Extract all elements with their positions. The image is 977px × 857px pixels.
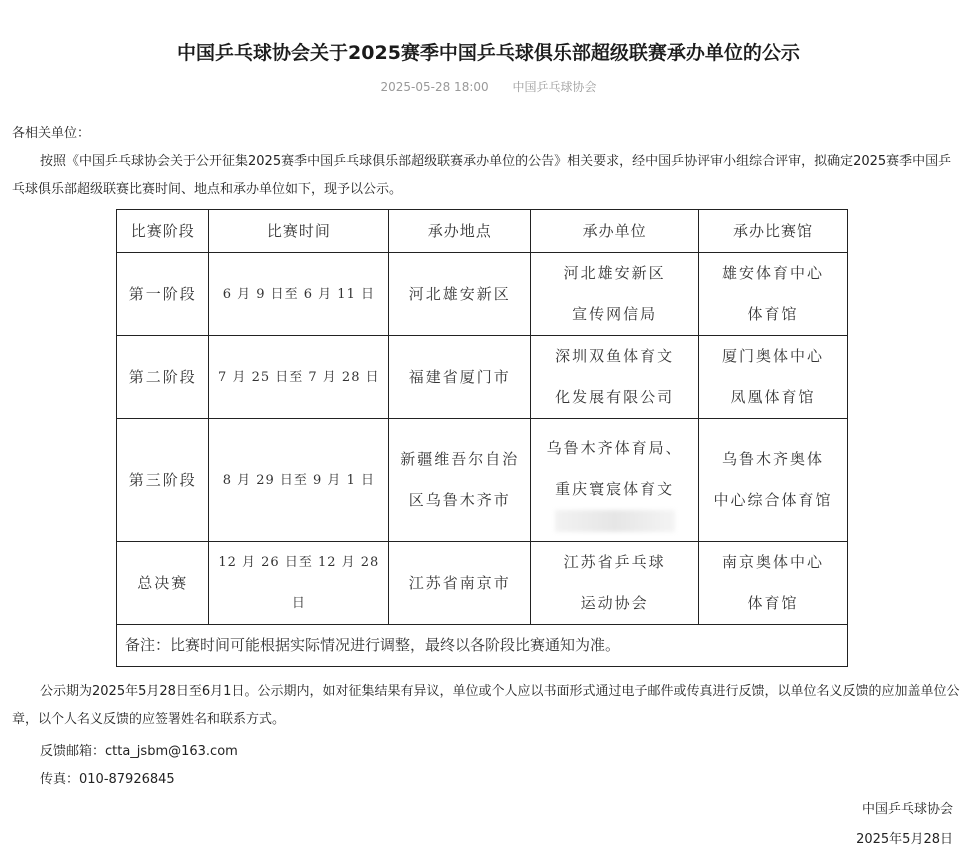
cell-time: 12 月 26 日至 12 月 28 日 (209, 542, 389, 625)
intro-paragraph: 按照《中国乒乓球协会关于公开征集2025赛季中国乒乓球俱乐部超级联赛承办单位的公告》相关要求，经中国乒协评审小组综合评审，拟确定2025赛季中国乒乓球俱乐部超级联赛比赛时间、地点和承办单位如下，现予以公示。 (12, 154, 952, 197)
header-venue: 承办比赛馆 (698, 210, 847, 253)
cell-time: 6 月 9 日至 6 月 11 日 (209, 253, 389, 336)
cell-time: 7 月 25 日至 7 月 28 日 (209, 336, 389, 419)
cell-time: 8 月 29 日至 9 月 1 日 (209, 419, 389, 542)
cell-location: 江苏省南京市 (389, 542, 531, 625)
table-note-row (117, 625, 848, 667)
cell-stage: 第三阶段 (117, 419, 209, 542)
article-meta (0, 78, 977, 95)
cell-location: 福建省厦门市 (389, 336, 531, 419)
table-row (117, 336, 848, 419)
cell-host: 河北雄安新区 宣传网信局 (531, 253, 699, 336)
cell-stage: 第二阶段 (117, 336, 209, 419)
table-row (117, 419, 848, 542)
cell-location: 新疆维吾尔自治 区乌鲁木齐市 (389, 419, 531, 542)
cell-venue: 雄安体育中心 体育馆 (698, 253, 847, 336)
blurred-text-line (555, 510, 675, 532)
salutation: 各相关单位： (12, 126, 91, 141)
cell-venue: 乌鲁木齐奥体 中心综合体育馆 (698, 419, 847, 542)
cell-host: 深圳双鱼体育文 化发展有限公司 (531, 336, 699, 419)
article-title: 中国乒乓球协会关于2025赛季中国乒乓球俱乐部超级联赛承办单位的公示 (177, 42, 800, 64)
publish-datetime: 2025-05-28 18:00 (380, 80, 489, 94)
signature-organization: 中国乒乓球协会 (861, 802, 953, 817)
table-note: 备注：比赛时间可能根据实际情况进行调整，最终以各阶段比赛通知为准。 (117, 625, 848, 667)
table-row (117, 253, 848, 336)
header-time: 比赛时间 (209, 210, 389, 253)
article-source: 中国乒乓球协会 (512, 80, 597, 94)
header-location: 承办地点 (389, 210, 531, 253)
cell-venue: 厦门奥体中心 凤凰体育馆 (698, 336, 847, 419)
notice-paragraph: 公示期为2025年5月28日至6月1日。公示期内，如对征集结果有异议，单位或个人应以书面形式通过电子邮件或传真进行反馈，以单位名义反馈的应加盖单位公章，以个人名义反馈的应签署姓名和联系方式。 (12, 684, 960, 727)
feedback-email: 反馈邮箱：ctta_jsbm@163.com (40, 744, 238, 759)
cell-stage: 第一阶段 (117, 253, 209, 336)
cell-location: 河北雄安新区 (389, 253, 531, 336)
cell-host: 乌鲁木齐体育局、 重庆寰宸体育文 (531, 419, 699, 542)
table-header-row (117, 210, 848, 253)
cell-stage: 总决赛 (117, 542, 209, 625)
cell-venue: 南京奥体中心 体育馆 (698, 542, 847, 625)
table-row (117, 542, 848, 625)
cell-host: 江苏省乒乓球 运动协会 (531, 542, 699, 625)
signature-date: 2025年5月28日 (856, 832, 953, 847)
feedback-fax: 传真：010-87926845 (40, 772, 175, 787)
schedule-table (116, 209, 848, 667)
header-stage: 比赛阶段 (117, 210, 209, 253)
header-host: 承办单位 (531, 210, 699, 253)
